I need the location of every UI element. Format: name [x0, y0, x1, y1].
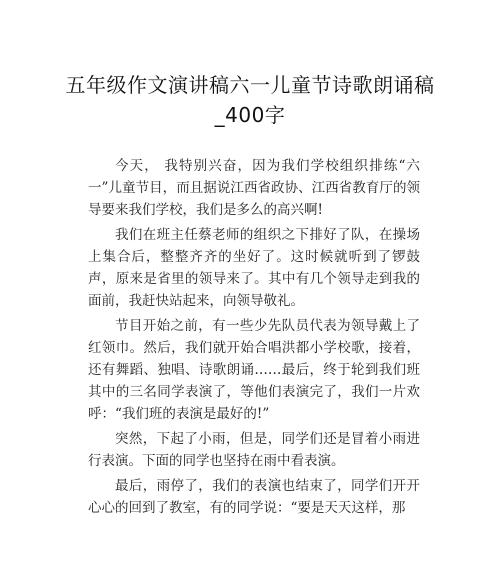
paragraph-3: 节目开始之前，有一些少先队员代表为领导戴上了红领巾。然后，我们就开始合唱洪都小学校歌，接着，还有舞蹈、独唱、诗歌朗诵……最后，终于轮到我们班其中的三名同学表演了，等他们表演完了，我们一片欢呼：“我们班的表演是最好的!”: [88, 318, 420, 422]
document-title: 五年级作文演讲稿六一儿童节诗歌朗诵稿_400字: [65, 73, 435, 127]
paragraph-5: 最后，雨停了，我们的表演也结束了，同学们开开心心的回到了教室，有的同学说：“要是天天这样，那: [88, 478, 420, 516]
paragraph-1: 今天， 我特别兴奋，因为我们学校组织排练“六一”儿童节目，而且据说江西省政协、江西省教育厅的领导要来我们学校，我们是多么的高兴啊!: [88, 158, 420, 218]
paragraph-2: 我们在班主任蔡老师的组织之下排好了队，在操场上集合后，整整齐齐的坐好了。这时候就听到了锣鼓声，原来是省里的领导来了。其中有几个领导走到我的面前，我赶快站起来，向领导敬礼。: [88, 227, 420, 309]
paragraph-4: 突然，下起了小雨，但是，同学们还是冒着小雨进行表演。下面的同学也坚持在雨中看表演。: [88, 431, 420, 469]
document-body: [88, 155, 420, 522]
